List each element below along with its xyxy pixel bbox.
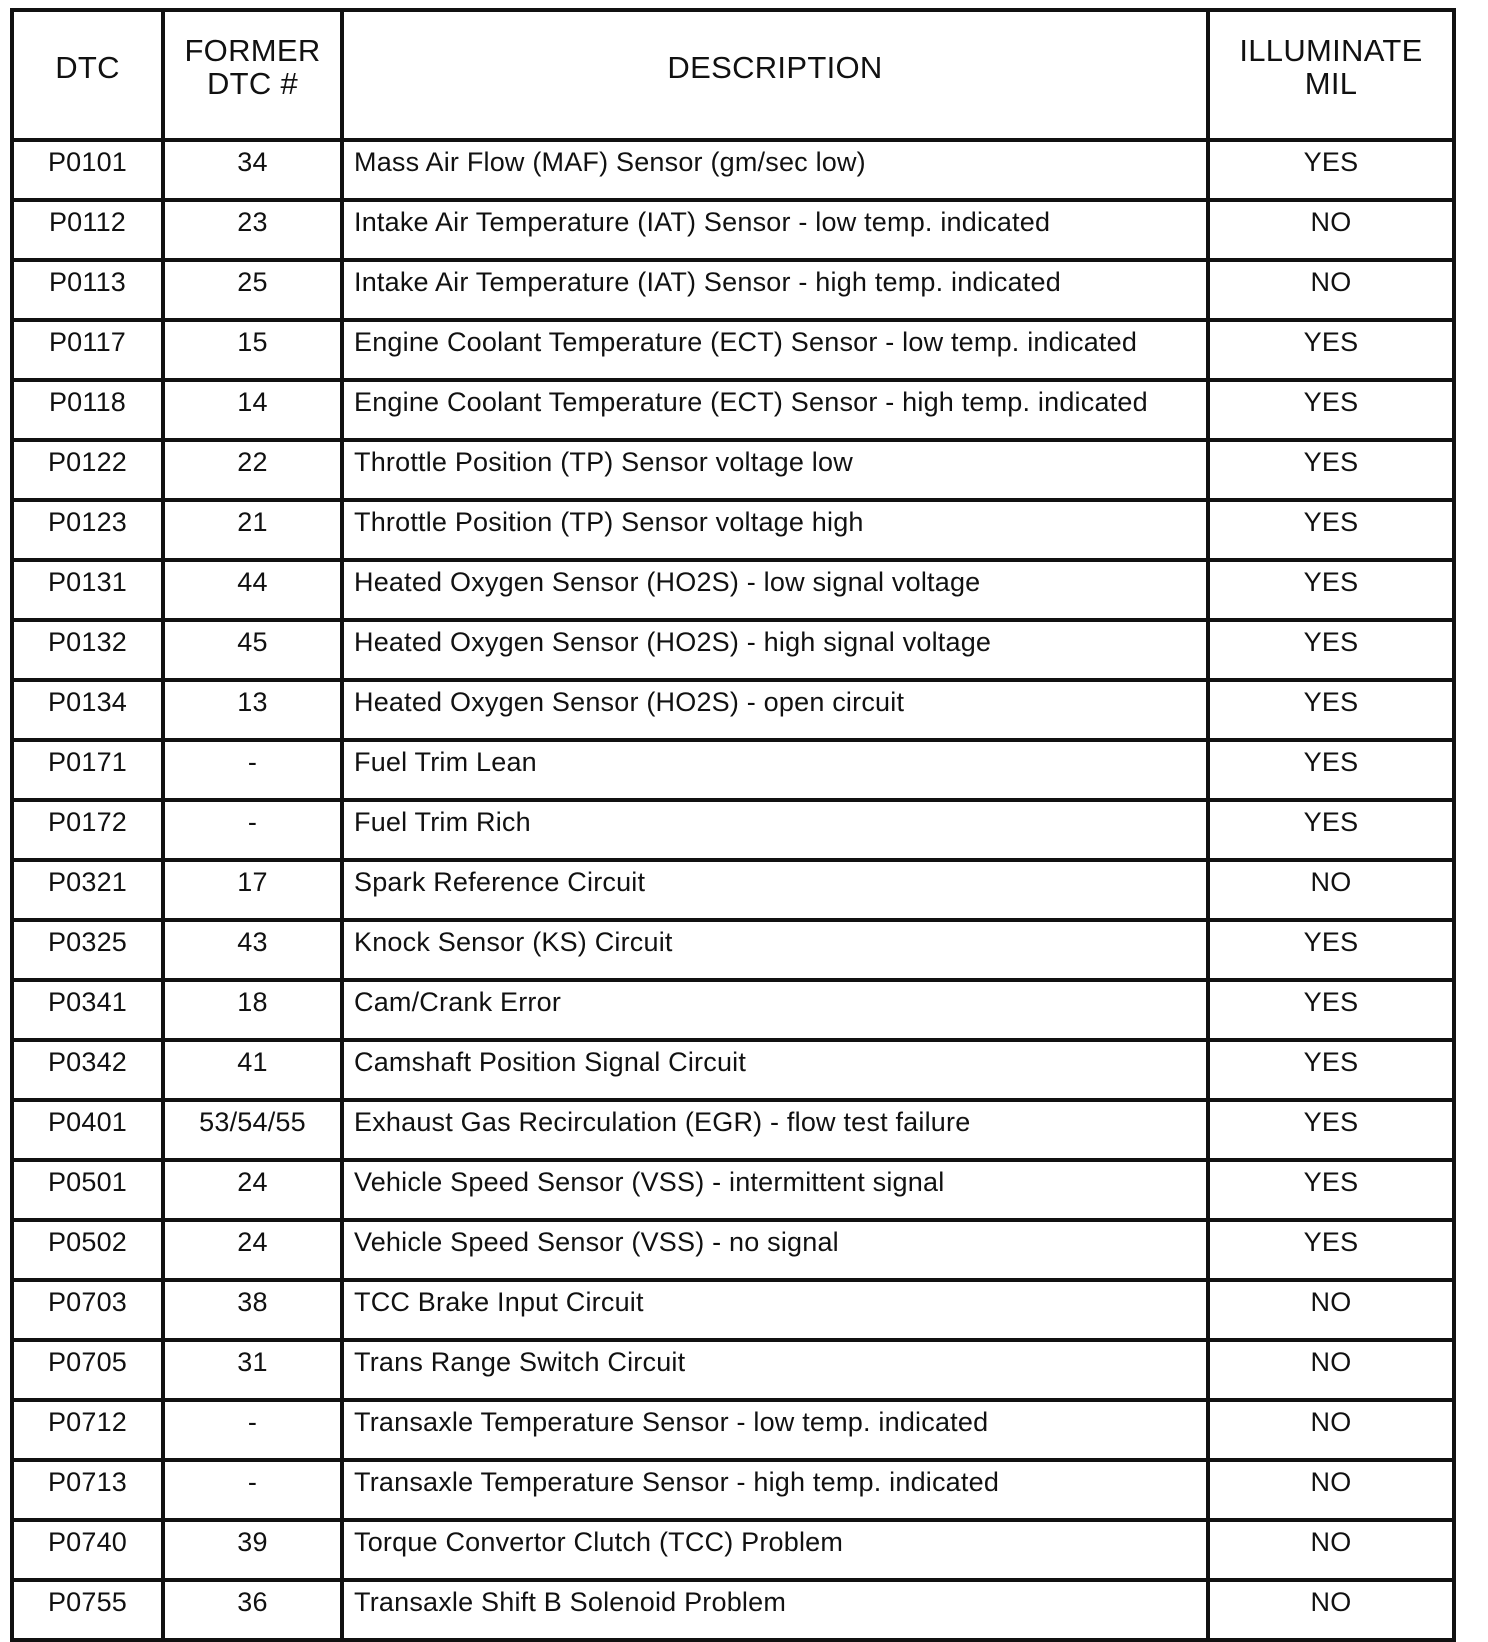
illuminate-mil-cell: YES xyxy=(1208,1220,1454,1280)
table-row xyxy=(12,260,1454,320)
header-description xyxy=(342,10,1208,140)
table-row xyxy=(12,860,1454,920)
table-row xyxy=(12,1040,1454,1100)
table-row xyxy=(12,680,1454,740)
dtc-code-cell: P0172 xyxy=(12,800,163,860)
table-row xyxy=(12,1580,1454,1640)
former-dtc-cell: 36 xyxy=(163,1580,342,1640)
dtc-code-cell: P0705 xyxy=(12,1340,163,1400)
description-cell: TCC Brake Input Circuit xyxy=(342,1280,1208,1340)
table-row xyxy=(12,1400,1454,1460)
dtc-code-cell: P0112 xyxy=(12,200,163,260)
table-row xyxy=(12,1520,1454,1580)
dtc-code-cell: P0755 xyxy=(12,1580,163,1640)
illuminate-mil-cell: YES xyxy=(1208,800,1454,860)
illuminate-mil-cell: YES xyxy=(1208,920,1454,980)
description-cell: Vehicle Speed Sensor (VSS) - intermittent signal xyxy=(342,1160,1208,1220)
description-cell: Mass Air Flow (MAF) Sensor (gm/sec low) xyxy=(342,140,1208,200)
table-row xyxy=(12,920,1454,980)
illuminate-mil-cell: YES xyxy=(1208,680,1454,740)
dtc-code-cell: P0713 xyxy=(12,1460,163,1520)
table-row xyxy=(12,980,1454,1040)
former-dtc-cell: - xyxy=(163,1460,342,1520)
dtc-code-cell: P0101 xyxy=(12,140,163,200)
illuminate-mil-cell: YES xyxy=(1208,560,1454,620)
former-dtc-cell: 43 xyxy=(163,920,342,980)
table-row xyxy=(12,500,1454,560)
former-dtc-cell: 44 xyxy=(163,560,342,620)
description-cell: Heated Oxygen Sensor (HO2S) - low signal voltage xyxy=(342,560,1208,620)
former-dtc-cell: 23 xyxy=(163,200,342,260)
dtc-code-cell: P0341 xyxy=(12,980,163,1040)
table-row xyxy=(12,1220,1454,1280)
description-cell: Transaxle Temperature Sensor - low temp. indicated xyxy=(342,1400,1208,1460)
dtc-code-cell: P0118 xyxy=(12,380,163,440)
table-row xyxy=(12,140,1454,200)
former-dtc-cell: 41 xyxy=(163,1040,342,1100)
former-dtc-cell: - xyxy=(163,740,342,800)
former-dtc-cell: 24 xyxy=(163,1160,342,1220)
table-row xyxy=(12,440,1454,500)
illuminate-mil-cell: YES xyxy=(1208,140,1454,200)
illuminate-mil-cell: YES xyxy=(1208,740,1454,800)
former-dtc-cell: 24 xyxy=(163,1220,342,1280)
former-dtc-cell: 21 xyxy=(163,500,342,560)
description-cell: Throttle Position (TP) Sensor voltage low xyxy=(342,440,1208,500)
illuminate-mil-cell: YES xyxy=(1208,380,1454,440)
description-cell: Camshaft Position Signal Circuit xyxy=(342,1040,1208,1100)
table-row xyxy=(12,740,1454,800)
table-row xyxy=(12,320,1454,380)
illuminate-mil-cell: NO xyxy=(1208,260,1454,320)
former-dtc-cell: - xyxy=(163,1400,342,1460)
table-row xyxy=(12,1460,1454,1520)
dtc-code-cell: P0501 xyxy=(12,1160,163,1220)
former-dtc-cell: 38 xyxy=(163,1280,342,1340)
table-row xyxy=(12,560,1454,620)
illuminate-mil-cell: YES xyxy=(1208,980,1454,1040)
header-mil-line1: ILLUMINATE xyxy=(1239,33,1423,68)
former-dtc-cell: 45 xyxy=(163,620,342,680)
header-dtc xyxy=(12,10,163,140)
dtc-code-cell: P0712 xyxy=(12,1400,163,1460)
header-mil-line2: MIL xyxy=(1304,66,1358,101)
description-cell: Intake Air Temperature (IAT) Sensor - low temp. indicated xyxy=(342,200,1208,260)
dtc-code-cell: P0740 xyxy=(12,1520,163,1580)
illuminate-mil-cell: YES xyxy=(1208,440,1454,500)
description-cell: Knock Sensor (KS) Circuit xyxy=(342,920,1208,980)
former-dtc-cell: 39 xyxy=(163,1520,342,1580)
dtc-code-cell: P0132 xyxy=(12,620,163,680)
former-dtc-cell: 18 xyxy=(163,980,342,1040)
illuminate-mil-cell: YES xyxy=(1208,1100,1454,1160)
dtc-code-cell: P0123 xyxy=(12,500,163,560)
description-cell: Cam/Crank Error xyxy=(342,980,1208,1040)
description-cell: Heated Oxygen Sensor (HO2S) - high signal voltage xyxy=(342,620,1208,680)
dtc-code-cell: P0113 xyxy=(12,260,163,320)
description-cell: Fuel Trim Lean xyxy=(342,740,1208,800)
table-row xyxy=(12,1340,1454,1400)
table-row xyxy=(12,1160,1454,1220)
dtc-code-cell: P0703 xyxy=(12,1280,163,1340)
illuminate-mil-cell: YES xyxy=(1208,620,1454,680)
description-cell: Fuel Trim Rich xyxy=(342,800,1208,860)
description-cell: Spark Reference Circuit xyxy=(342,860,1208,920)
dtc-table xyxy=(10,8,1456,1642)
header-former-line2: DTC # xyxy=(206,66,299,101)
table-row xyxy=(12,1100,1454,1160)
dtc-table-container xyxy=(10,8,1452,1642)
illuminate-mil-cell: YES xyxy=(1208,320,1454,380)
table-row xyxy=(12,1280,1454,1340)
former-dtc-cell: 53/54/55 xyxy=(163,1100,342,1160)
description-cell: Exhaust Gas Recirculation (EGR) - flow test failure xyxy=(342,1100,1208,1160)
description-cell: Throttle Position (TP) Sensor voltage high xyxy=(342,500,1208,560)
illuminate-mil-cell: NO xyxy=(1208,1520,1454,1580)
illuminate-mil-cell: NO xyxy=(1208,1400,1454,1460)
dtc-code-cell: P0502 xyxy=(12,1220,163,1280)
description-cell: Transaxle Shift B Solenoid Problem xyxy=(342,1580,1208,1640)
former-dtc-cell: 34 xyxy=(163,140,342,200)
former-dtc-cell: 17 xyxy=(163,860,342,920)
dtc-table-body xyxy=(12,140,1454,1640)
illuminate-mil-cell: NO xyxy=(1208,1460,1454,1520)
former-dtc-cell: 22 xyxy=(163,440,342,500)
former-dtc-cell: - xyxy=(163,800,342,860)
header-illuminate-mil xyxy=(1208,10,1454,140)
table-row xyxy=(12,800,1454,860)
dtc-code-cell: P0131 xyxy=(12,560,163,620)
header-former-dtc xyxy=(163,10,342,140)
header-row xyxy=(12,10,1454,140)
former-dtc-cell: 13 xyxy=(163,680,342,740)
illuminate-mil-cell: YES xyxy=(1208,500,1454,560)
description-cell: Heated Oxygen Sensor (HO2S) - open circuit xyxy=(342,680,1208,740)
illuminate-mil-cell: YES xyxy=(1208,1160,1454,1220)
illuminate-mil-cell: NO xyxy=(1208,1280,1454,1340)
dtc-code-cell: P0325 xyxy=(12,920,163,980)
description-cell: Intake Air Temperature (IAT) Sensor - high temp. indicated xyxy=(342,260,1208,320)
description-cell: Vehicle Speed Sensor (VSS) - no signal xyxy=(342,1220,1208,1280)
dtc-code-cell: P0401 xyxy=(12,1100,163,1160)
former-dtc-cell: 31 xyxy=(163,1340,342,1400)
description-cell: Torque Convertor Clutch (TCC) Problem xyxy=(342,1520,1208,1580)
dtc-code-cell: P0342 xyxy=(12,1040,163,1100)
former-dtc-cell: 14 xyxy=(163,380,342,440)
description-cell: Trans Range Switch Circuit xyxy=(342,1340,1208,1400)
description-cell: Engine Coolant Temperature (ECT) Sensor - low temp. indicated xyxy=(342,320,1208,380)
table-row xyxy=(12,380,1454,440)
dtc-code-cell: P0122 xyxy=(12,440,163,500)
dtc-code-cell: P0134 xyxy=(12,680,163,740)
illuminate-mil-cell: NO xyxy=(1208,200,1454,260)
description-cell: Engine Coolant Temperature (ECT) Sensor - high temp. indicated xyxy=(342,380,1208,440)
former-dtc-cell: 15 xyxy=(163,320,342,380)
illuminate-mil-cell: NO xyxy=(1208,860,1454,920)
table-row xyxy=(12,200,1454,260)
header-former-line1: FORMER xyxy=(184,33,321,68)
dtc-code-cell: P0321 xyxy=(12,860,163,920)
dtc-code-cell: P0171 xyxy=(12,740,163,800)
header-description-label: DESCRIPTION xyxy=(667,49,883,85)
table-row xyxy=(12,620,1454,680)
former-dtc-cell: 25 xyxy=(163,260,342,320)
header-dtc-label: DTC xyxy=(55,49,120,85)
illuminate-mil-cell: NO xyxy=(1208,1340,1454,1400)
illuminate-mil-cell: NO xyxy=(1208,1580,1454,1640)
dtc-code-cell: P0117 xyxy=(12,320,163,380)
illuminate-mil-cell: YES xyxy=(1208,1040,1454,1100)
description-cell: Transaxle Temperature Sensor - high temp. indicated xyxy=(342,1460,1208,1520)
